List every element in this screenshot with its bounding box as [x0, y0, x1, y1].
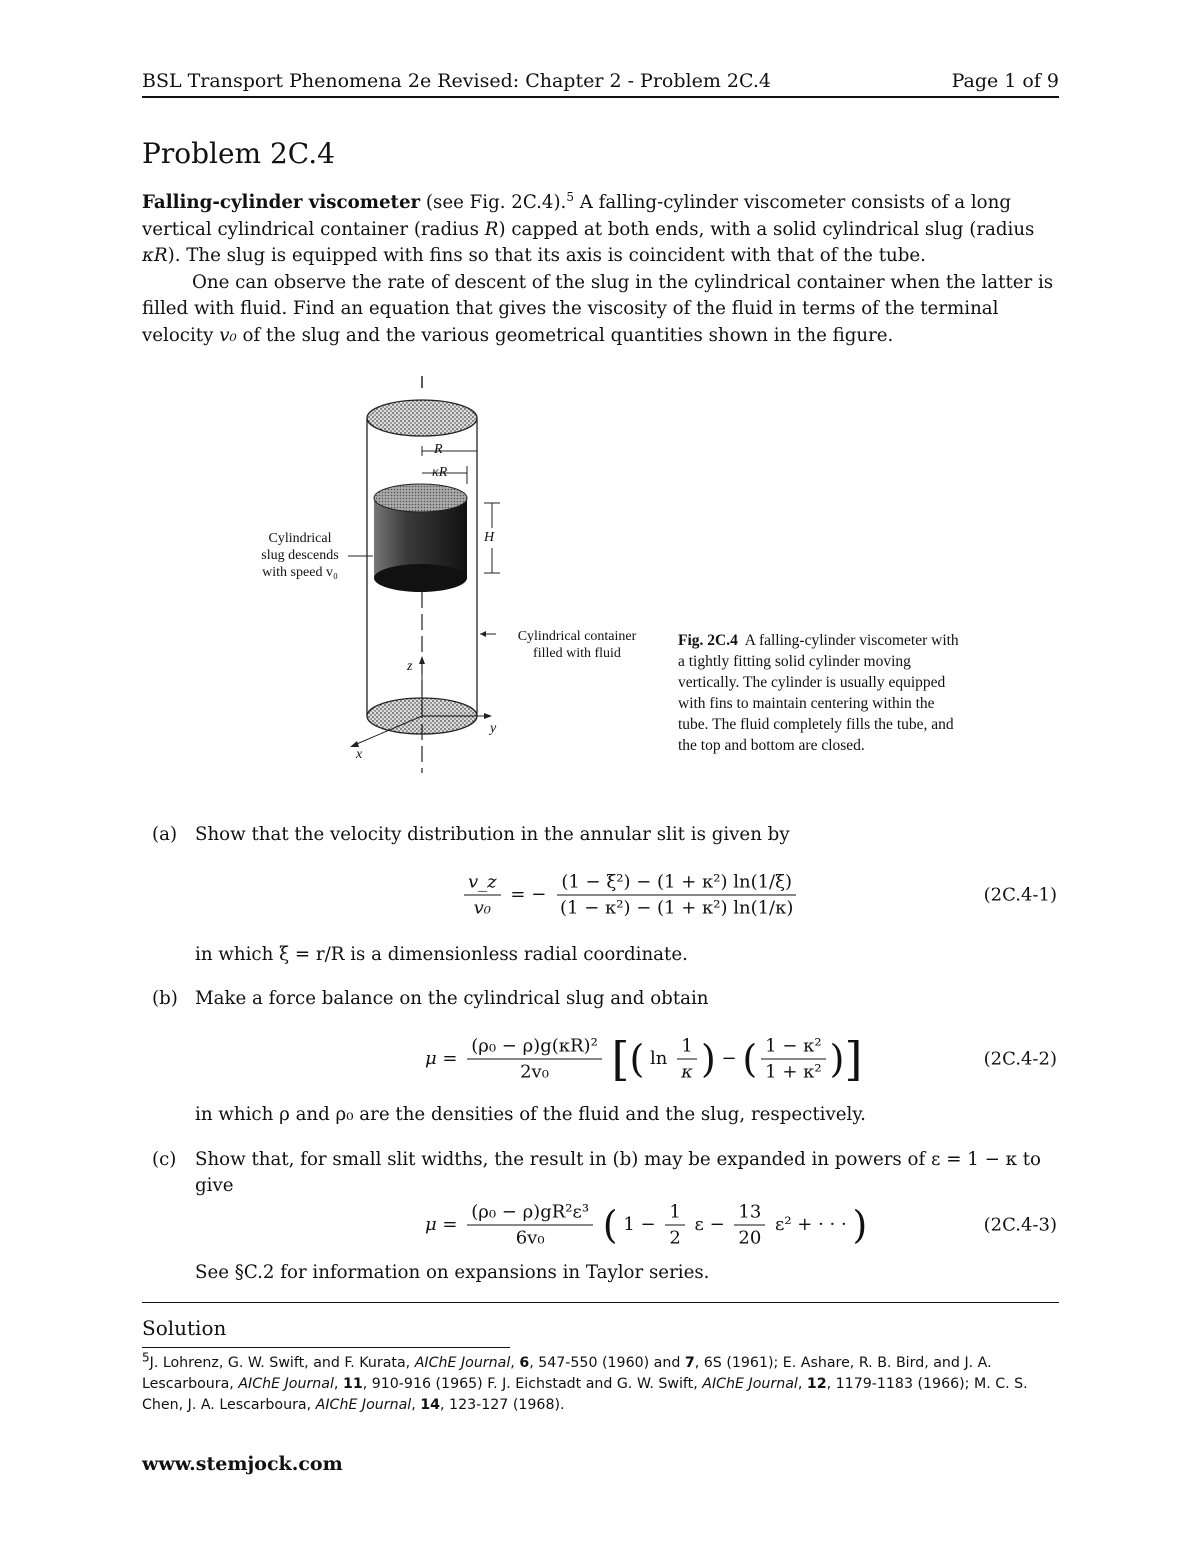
page-header: [142, 66, 1059, 98]
page-number: Page 1 of 9: [951, 70, 1059, 92]
container-top: [367, 400, 477, 436]
slug-label-line: with speed v₀: [262, 565, 338, 580]
figure-caption: [678, 630, 968, 756]
math-symbol: v₀: [219, 324, 237, 346]
footnote: $^5$J. Lohrenz, G. W. Swift, and F. Kurata, AIChE Journal, 6, 547-550 (1960) and 7, 6S (1961); E. Ashare, R. B. Bird, and J. A. Lescarboura, AIChE Journal, 11, 910-916 (1965) F. J. Eichstadt and G. W. Swift, AIChE Journal, 12, 1179-1183 (1966); M. C. S. Chen, J. A. Lescarboura, AIChE Journal, 14, 123-127 (1968).: [142, 1350, 1028, 1413]
eq2-kappa-frac: $\frac{\text{1 − κ²}}{\text{1 + κ²}}$: [761, 1036, 825, 1083]
equation-body: $\frac{v\_z}{\text{v₀}}$ = − $\frac{\text{(1 − ξ²) − (1 + κ²) ln(1/ξ)}}{\text{(1 − κ²) − (1 + κ²) ln(1/κ)}}$: [460, 872, 801, 919]
eq1-lhs: $\frac{v\_z}{\text{v₀}}$: [464, 872, 501, 919]
label-z: z: [407, 659, 413, 674]
slug-label: [250, 530, 350, 581]
container-label: [502, 628, 652, 662]
solution-heading: Solution: [142, 1316, 227, 1340]
slug-label-line: Cylindrical: [268, 531, 332, 546]
intro-text: One can observe the rate of descent of the slug in the cylindrical container when the latter is filled with fluid. Find an equation that gives the viscosity of the fluid in terms of the terminal velocity: [142, 271, 1054, 346]
part-b-text: Make a force balance on the cylindrical slug and obtain: [195, 988, 709, 1009]
eq2-coeff: $\frac{\text{(ρ₀ − ρ)g(κR)²}}{\text{2v₀}}$: [467, 1036, 602, 1083]
part-b-after: in which ρ and ρ₀ are the densities of the fluid and the slug, respectively.: [195, 1104, 866, 1125]
label-y: y: [490, 721, 497, 736]
footnote-mark: 5: [142, 1350, 150, 1365]
intro-paragraph: [142, 190, 1059, 270]
part-a-text: Show that the velocity distribution in the annular slit is given by: [195, 824, 790, 845]
eq2-ln: ln: [650, 1048, 668, 1069]
footnote-ref: 5: [566, 189, 574, 204]
label-r: R: [434, 442, 443, 457]
part-c-text: Show that, for small slit widths, the result in (b) may be expanded in powers of ε = 1 − κ to give: [195, 1149, 1042, 1196]
eq2-ln-arg: $\frac{1}{\kappa}$: [677, 1036, 697, 1083]
intro-text: ). The slug is equipped with fins so that its axis is coincident with that of the tube.: [167, 245, 926, 266]
equation-body: μ = $\frac{\text{(ρ₀ − ρ)gR²ε³}}{\text{6v₀}}$ ( 1 − $\frac{1}{2}$ ε − $\frac{13}{20}$ ε² + · · · ): [425, 1201, 868, 1249]
equation-2c4-1: [142, 860, 1059, 930]
footnote-divider: [142, 1347, 510, 1348]
intro-text: of the slug and the various geometrical quantities shown in the figure.: [236, 324, 894, 346]
eq3-frac-13-20: $\frac{13}{20}$: [734, 1202, 765, 1249]
equation-number: (2C.4-2): [983, 1048, 1057, 1070]
slug-label-line: slug descends: [261, 548, 339, 563]
part-a-after: in which ξ = r/R is a dimensionless radial coordinate.: [195, 944, 688, 965]
part-b-label: (b): [152, 988, 178, 1009]
eq1-rhs: $\frac{\text{(1 − ξ²) − (1 + κ²) ln(1/ξ)}}{\text{(1 − κ²) − (1 + κ²) ln(1/κ)}}$: [556, 872, 797, 919]
math-symbol: κR: [142, 245, 168, 266]
container-label-line: filled with fluid: [533, 646, 621, 661]
eq3-coeff: $\frac{\text{(ρ₀ − ρ)gR²ε³}}{\text{6v₀}}$: [467, 1202, 593, 1249]
label-kr: κR: [432, 465, 448, 480]
eq2-lhs: μ =: [425, 1048, 458, 1069]
footer-link[interactable]: www.stemjock.com: [142, 1453, 343, 1475]
math-symbol: R: [484, 218, 499, 240]
problem-statement: [142, 190, 1059, 349]
term-heading: Falling-cylinder viscometer: [142, 192, 421, 213]
figure-2c4: [240, 368, 960, 788]
equation-2c4-3: [142, 1190, 1059, 1260]
label-h: H: [484, 530, 495, 545]
part-c-label: (c): [152, 1149, 177, 1170]
eq3-lhs: μ =: [425, 1214, 458, 1235]
part-c-after: See §C.2 for information on expansions in Taylor series.: [195, 1262, 710, 1283]
eq3-term: ε² + · · ·: [775, 1214, 847, 1235]
intro-text: A falling-cylinder viscometer consists of a long vertical cylindrical container (radius: [142, 192, 1011, 240]
problem-title: Problem 2C.4: [142, 137, 335, 170]
intro-text: (see Fig. 2C.4).: [420, 192, 567, 213]
slug-top: [374, 484, 467, 512]
equation-number: (2C.4-3): [983, 1214, 1057, 1236]
equation-2c4-2: [142, 1024, 1059, 1094]
equation-body: μ = $\frac{\text{(ρ₀ − ρ)g(κR)²}}{\text{2v₀}}$ [( ln $\frac{1}{\kappa}$ ) − ( $\frac{\text{1 − κ²}}{\text{1 + κ²}}$ )]: [425, 1032, 863, 1086]
eq3-frac-half: $\frac{1}{2}$: [665, 1202, 684, 1249]
section-divider: [142, 1302, 1059, 1303]
eq3-term: ε −: [694, 1214, 725, 1235]
header-title: BSL Transport Phenomena 2e Revised: Chapter 2 - Problem 2C.4: [142, 70, 771, 92]
eq3-term: 1 −: [623, 1214, 656, 1235]
part-a-label: (a): [152, 824, 178, 845]
slug-bottom: [374, 564, 467, 592]
caption-lead: Fig. 2C.4: [678, 632, 738, 649]
equation-number: (2C.4-1): [983, 884, 1057, 906]
container-label-line: Cylindrical container: [517, 629, 637, 644]
label-x: x: [356, 747, 363, 762]
intro-paragraph-2: [142, 270, 1059, 350]
intro-text: ) capped at both ends, with a solid cylindrical slug (radius: [498, 218, 1035, 240]
caption-text: A falling-cylinder viscometer with a tightly fitting solid cylinder moving vertically. The cylinder is usually equipped with fins to maintain centering within the tube. The fluid completely fills the tube, and the top and bottom are closed.: [678, 632, 959, 754]
